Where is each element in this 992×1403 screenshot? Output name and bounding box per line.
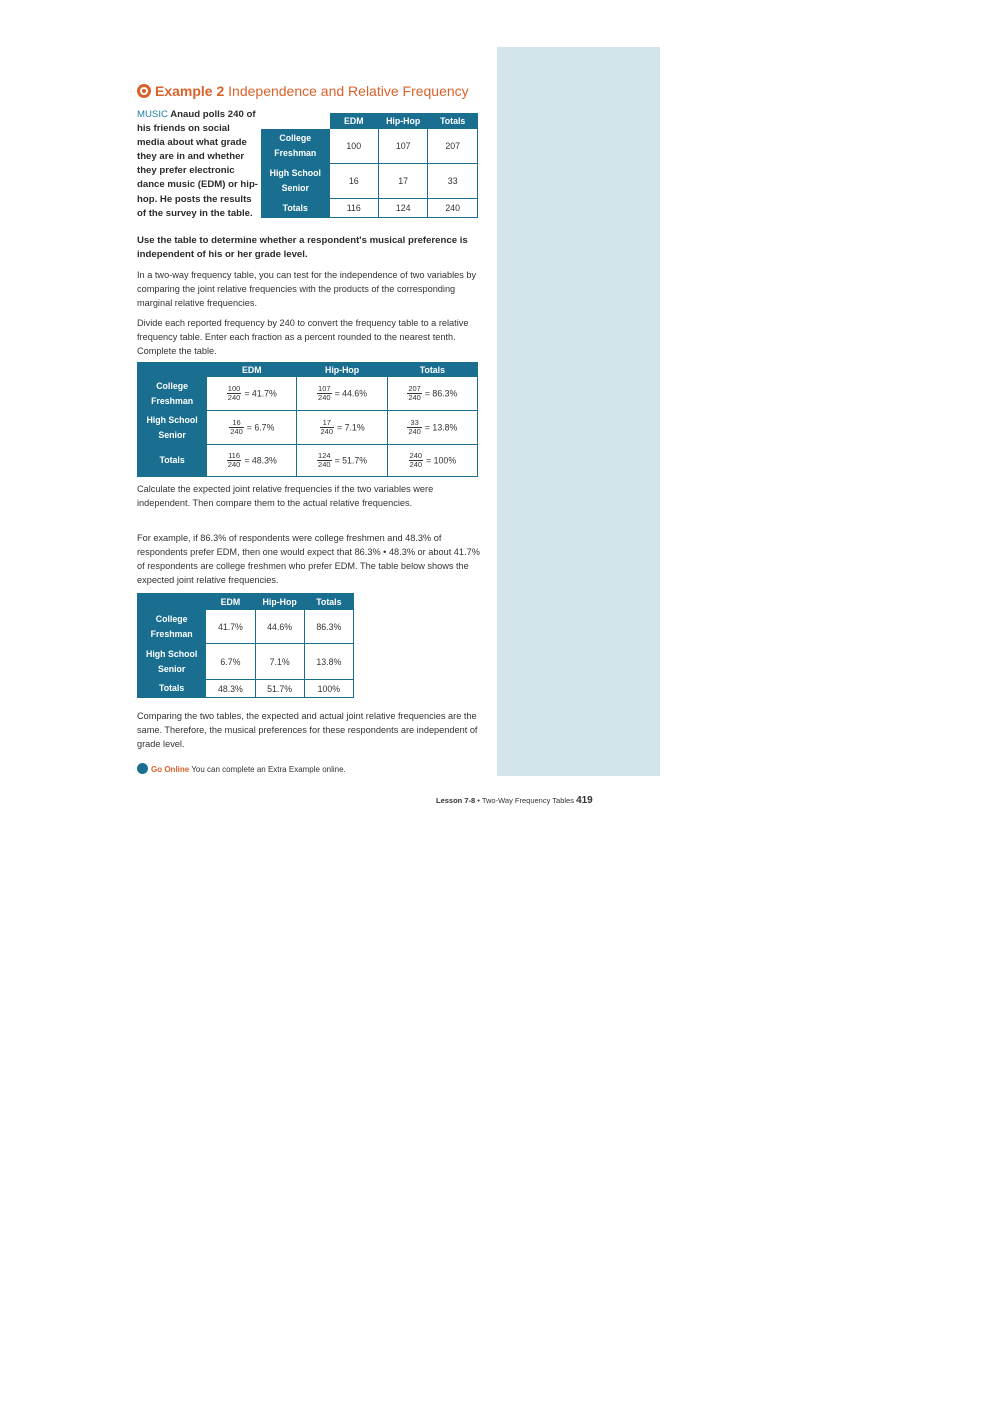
margin-panel: [497, 47, 660, 776]
fraction-cell: $\frac{16}{240}$ = 6.7%: [207, 411, 297, 445]
row-header: College Freshman: [138, 610, 206, 644]
go-online-link[interactable]: Go Online: [151, 765, 190, 774]
frequency-table: [261, 113, 478, 218]
table-cell: 124: [378, 199, 427, 218]
row-header: College Freshman: [262, 129, 330, 164]
corner-cell: [138, 594, 206, 610]
example-icon: [137, 84, 151, 98]
example-title: [137, 83, 469, 99]
topic-tag: MUSIC: [137, 109, 168, 120]
fraction-cell: $\frac{33}{240}$ = 13.8%: [387, 411, 477, 445]
column-header: EDM: [329, 114, 378, 129]
page-footer: [436, 795, 593, 806]
table-cell: 13.8%: [304, 644, 353, 680]
column-header: Hip-Hop: [297, 363, 387, 377]
column-header: Hip-Hop: [378, 114, 427, 129]
table-cell: 51.7%: [255, 680, 304, 698]
table-cell: 107: [378, 129, 427, 164]
table-cell: 207: [428, 129, 478, 164]
paragraph: Divide each reported frequency by 240 to convert the frequency table to a relative frequency table. Enter each fraction as a percent rounded to the nearest tenth. Complete the table.: [137, 318, 469, 357]
table-cell: 7.1%: [255, 644, 304, 680]
relative-frequency-table: [137, 362, 478, 477]
paragraph: In a two-way frequency table, you can test for the independence of two variables by comparing the joint relative frequencies with the products of the corresponding marginal relative frequencies.: [137, 270, 477, 309]
row-header: High School Senior: [138, 644, 206, 680]
fraction-cell: $\frac{107}{240}$ = 44.6%: [297, 377, 387, 411]
corner-cell: [138, 363, 207, 377]
table-cell: 6.7%: [206, 644, 255, 680]
row-header: High School Senior: [262, 164, 330, 199]
go-online-note: [137, 763, 346, 774]
fraction-cell: $\frac{17}{240}$ = 7.1%: [297, 411, 387, 445]
table-cell: 100: [329, 129, 378, 164]
row-header: Totals: [262, 199, 330, 218]
paragraph: For example, if 86.3% of respondents were college freshmen and 48.3% of respondents prefer EDM, then one would expect that 86.3% • 48.3% or about 41.7% of respondents are college freshmen who prefer EDM. The table below shows the expected joint relative frequencies.: [137, 533, 480, 586]
column-header: EDM: [207, 363, 297, 377]
column-header: Totals: [304, 594, 353, 610]
paragraph: Calculate the expected joint relative frequencies if the two variables were independent. Then compare them to the actual relative frequencies.: [137, 484, 434, 509]
go-online-icon: [137, 763, 148, 774]
row-header: High School Senior: [138, 411, 207, 445]
table-cell: 17: [378, 164, 427, 199]
table-cell: 48.3%: [206, 680, 255, 698]
table-cell: 86.3%: [304, 610, 353, 644]
example-heading: Independence and Relative Frequency: [228, 83, 469, 99]
column-header: Totals: [387, 363, 477, 377]
table-cell: 240: [428, 199, 478, 218]
table-cell: 44.6%: [255, 610, 304, 644]
corner-cell: [262, 114, 330, 129]
page-number: 419: [576, 795, 593, 806]
fraction-cell: $\frac{124}{240}$ = 51.7%: [297, 445, 387, 477]
paragraph: Comparing the two tables, the expected and actual joint relative frequencies are the same. Therefore, the musical preferences for these respondents are independent of grade level.: [137, 711, 478, 750]
table-cell: 116: [329, 199, 378, 218]
table-cell: 41.7%: [206, 610, 255, 644]
intro-text: Anaud polls 240 of his friends on social media about what grade they are in and whether they prefer electronic dance music (EDM) or hip-hop. He posts the results of the survey in the table.: [137, 109, 258, 219]
fraction-cell: $\frac{116}{240}$ = 48.3%: [207, 445, 297, 477]
fraction-cell: $\frac{100}{240}$ = 41.7%: [207, 377, 297, 411]
expected-frequency-table: [137, 593, 354, 698]
column-header: Totals: [428, 114, 478, 129]
lesson-title: • Two-Way Frequency Tables: [475, 796, 577, 805]
go-online-text: You can complete an Extra Example online.: [189, 765, 346, 774]
table-cell: 16: [329, 164, 378, 199]
column-header: EDM: [206, 594, 255, 610]
question-text: Use the table to determine whether a respondent's musical preference is independent of his or her grade level.: [137, 235, 468, 261]
table-cell: 100%: [304, 680, 353, 698]
row-header: Totals: [138, 445, 207, 477]
row-header: College Freshman: [138, 377, 207, 411]
fraction-cell: $\frac{207}{240}$ = 86.3%: [387, 377, 477, 411]
fraction-cell: $\frac{240}{240}$ = 100%: [387, 445, 477, 477]
row-header: Totals: [138, 680, 206, 698]
problem-intro: [137, 108, 259, 221]
lesson-number: Lesson 7-8: [436, 796, 476, 805]
example-number: Example 2: [155, 83, 225, 99]
column-header: Hip-Hop: [255, 594, 304, 610]
table-cell: 33: [428, 164, 478, 199]
